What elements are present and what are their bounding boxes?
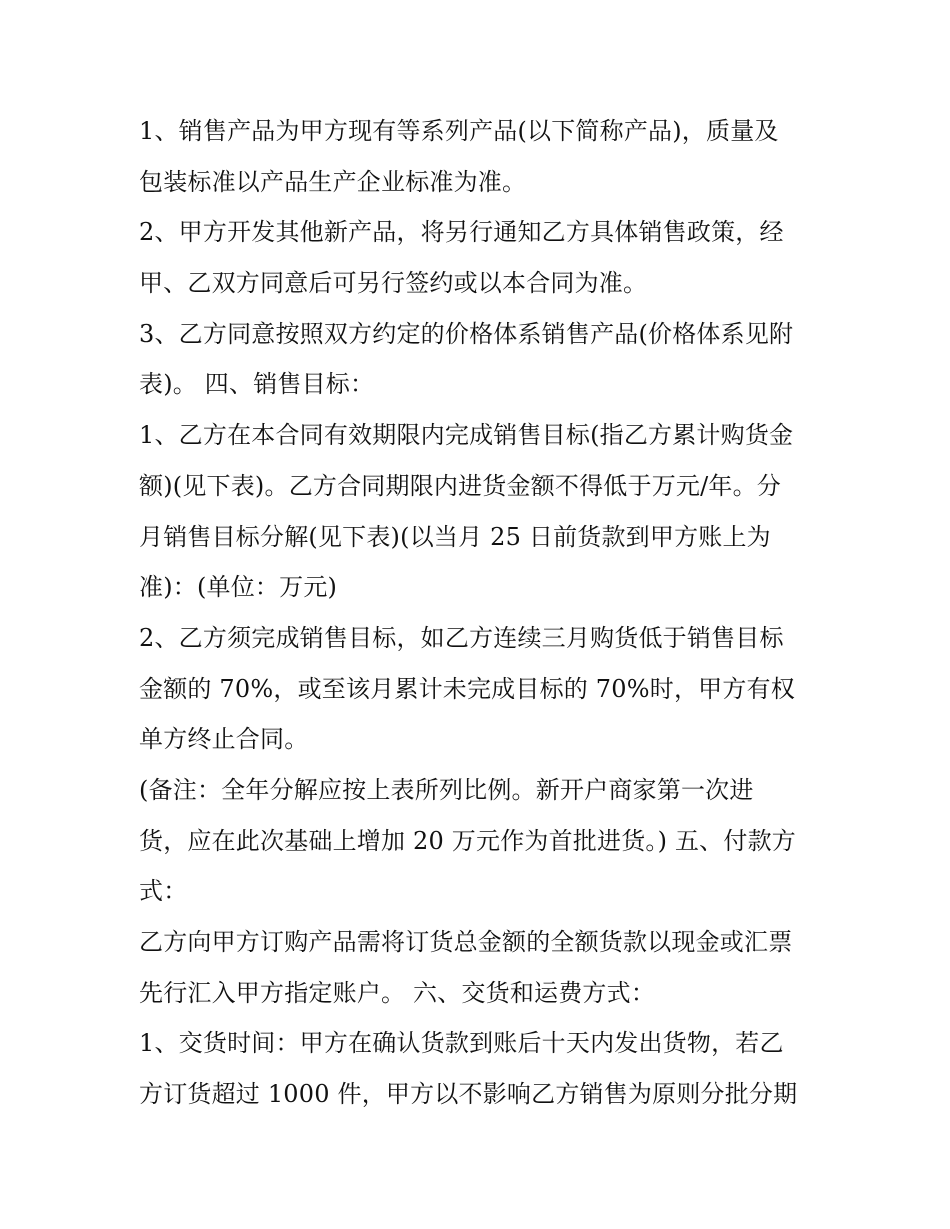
text-line: 额)(见下表)。乙方合同期限内进货金额不得低于万元/年。分 — [139, 471, 781, 500]
text-line: 方订货超过 1000 件，甲方以不影响乙方销售为原则分批分期 — [139, 1080, 798, 1109]
text-line: 3、乙方同意按照双方约定的价格体系销售产品(价格体系见附 — [139, 319, 794, 348]
text-line: 金额的 70%，或至该月累计未完成目标的 70%时，甲方有权 — [139, 674, 795, 703]
text-line: 1、乙方在本合同有效期限内完成销售目标(指乙方累计购货金 — [139, 421, 794, 450]
text-line: 月销售目标分解(见下表)(以当月 25 日前货款到甲方账上为 — [139, 522, 771, 551]
text-line: 货，应在此次基础上增加 20 万元作为首批进货。) 五、付款方 — [139, 826, 796, 855]
text-line: 单方终止合同。 — [139, 725, 309, 754]
text-line: 2、乙方须完成销售目标，如乙方连续三月购货低于销售目标 — [139, 623, 784, 652]
contract-text — [139, 106, 819, 1120]
text-line: 甲、乙双方同意后可另行签约或以本合同为准。 — [139, 269, 648, 298]
text-line: 2、甲方开发其他新产品，将另行通知乙方具体销售政策，经 — [139, 218, 784, 247]
text-line: 1、销售产品为甲方现有等系列产品(以下简称产品)，质量及 — [139, 117, 779, 145]
text-line: 准)：(单位：万元) — [139, 573, 338, 602]
text-line: 包装标准以产品生产企业标准为准。 — [139, 167, 527, 196]
text-line: (备注：全年分解应按上表所列比例。新开户商家第一次进 — [139, 775, 754, 804]
text-line: 乙方向甲方订购产品需将订货总金额的全额货款以现金或汇票 — [139, 928, 793, 956]
text-line: 表)。 四、销售目标： — [139, 370, 375, 399]
text-line: 先行汇入甲方指定账户。 六、交货和运费方式： — [139, 978, 656, 1007]
text-line: 1、交货时间：甲方在确认货款到账后十天内发出货物，若乙 — [139, 1029, 784, 1058]
text-line: 式： — [139, 877, 188, 906]
